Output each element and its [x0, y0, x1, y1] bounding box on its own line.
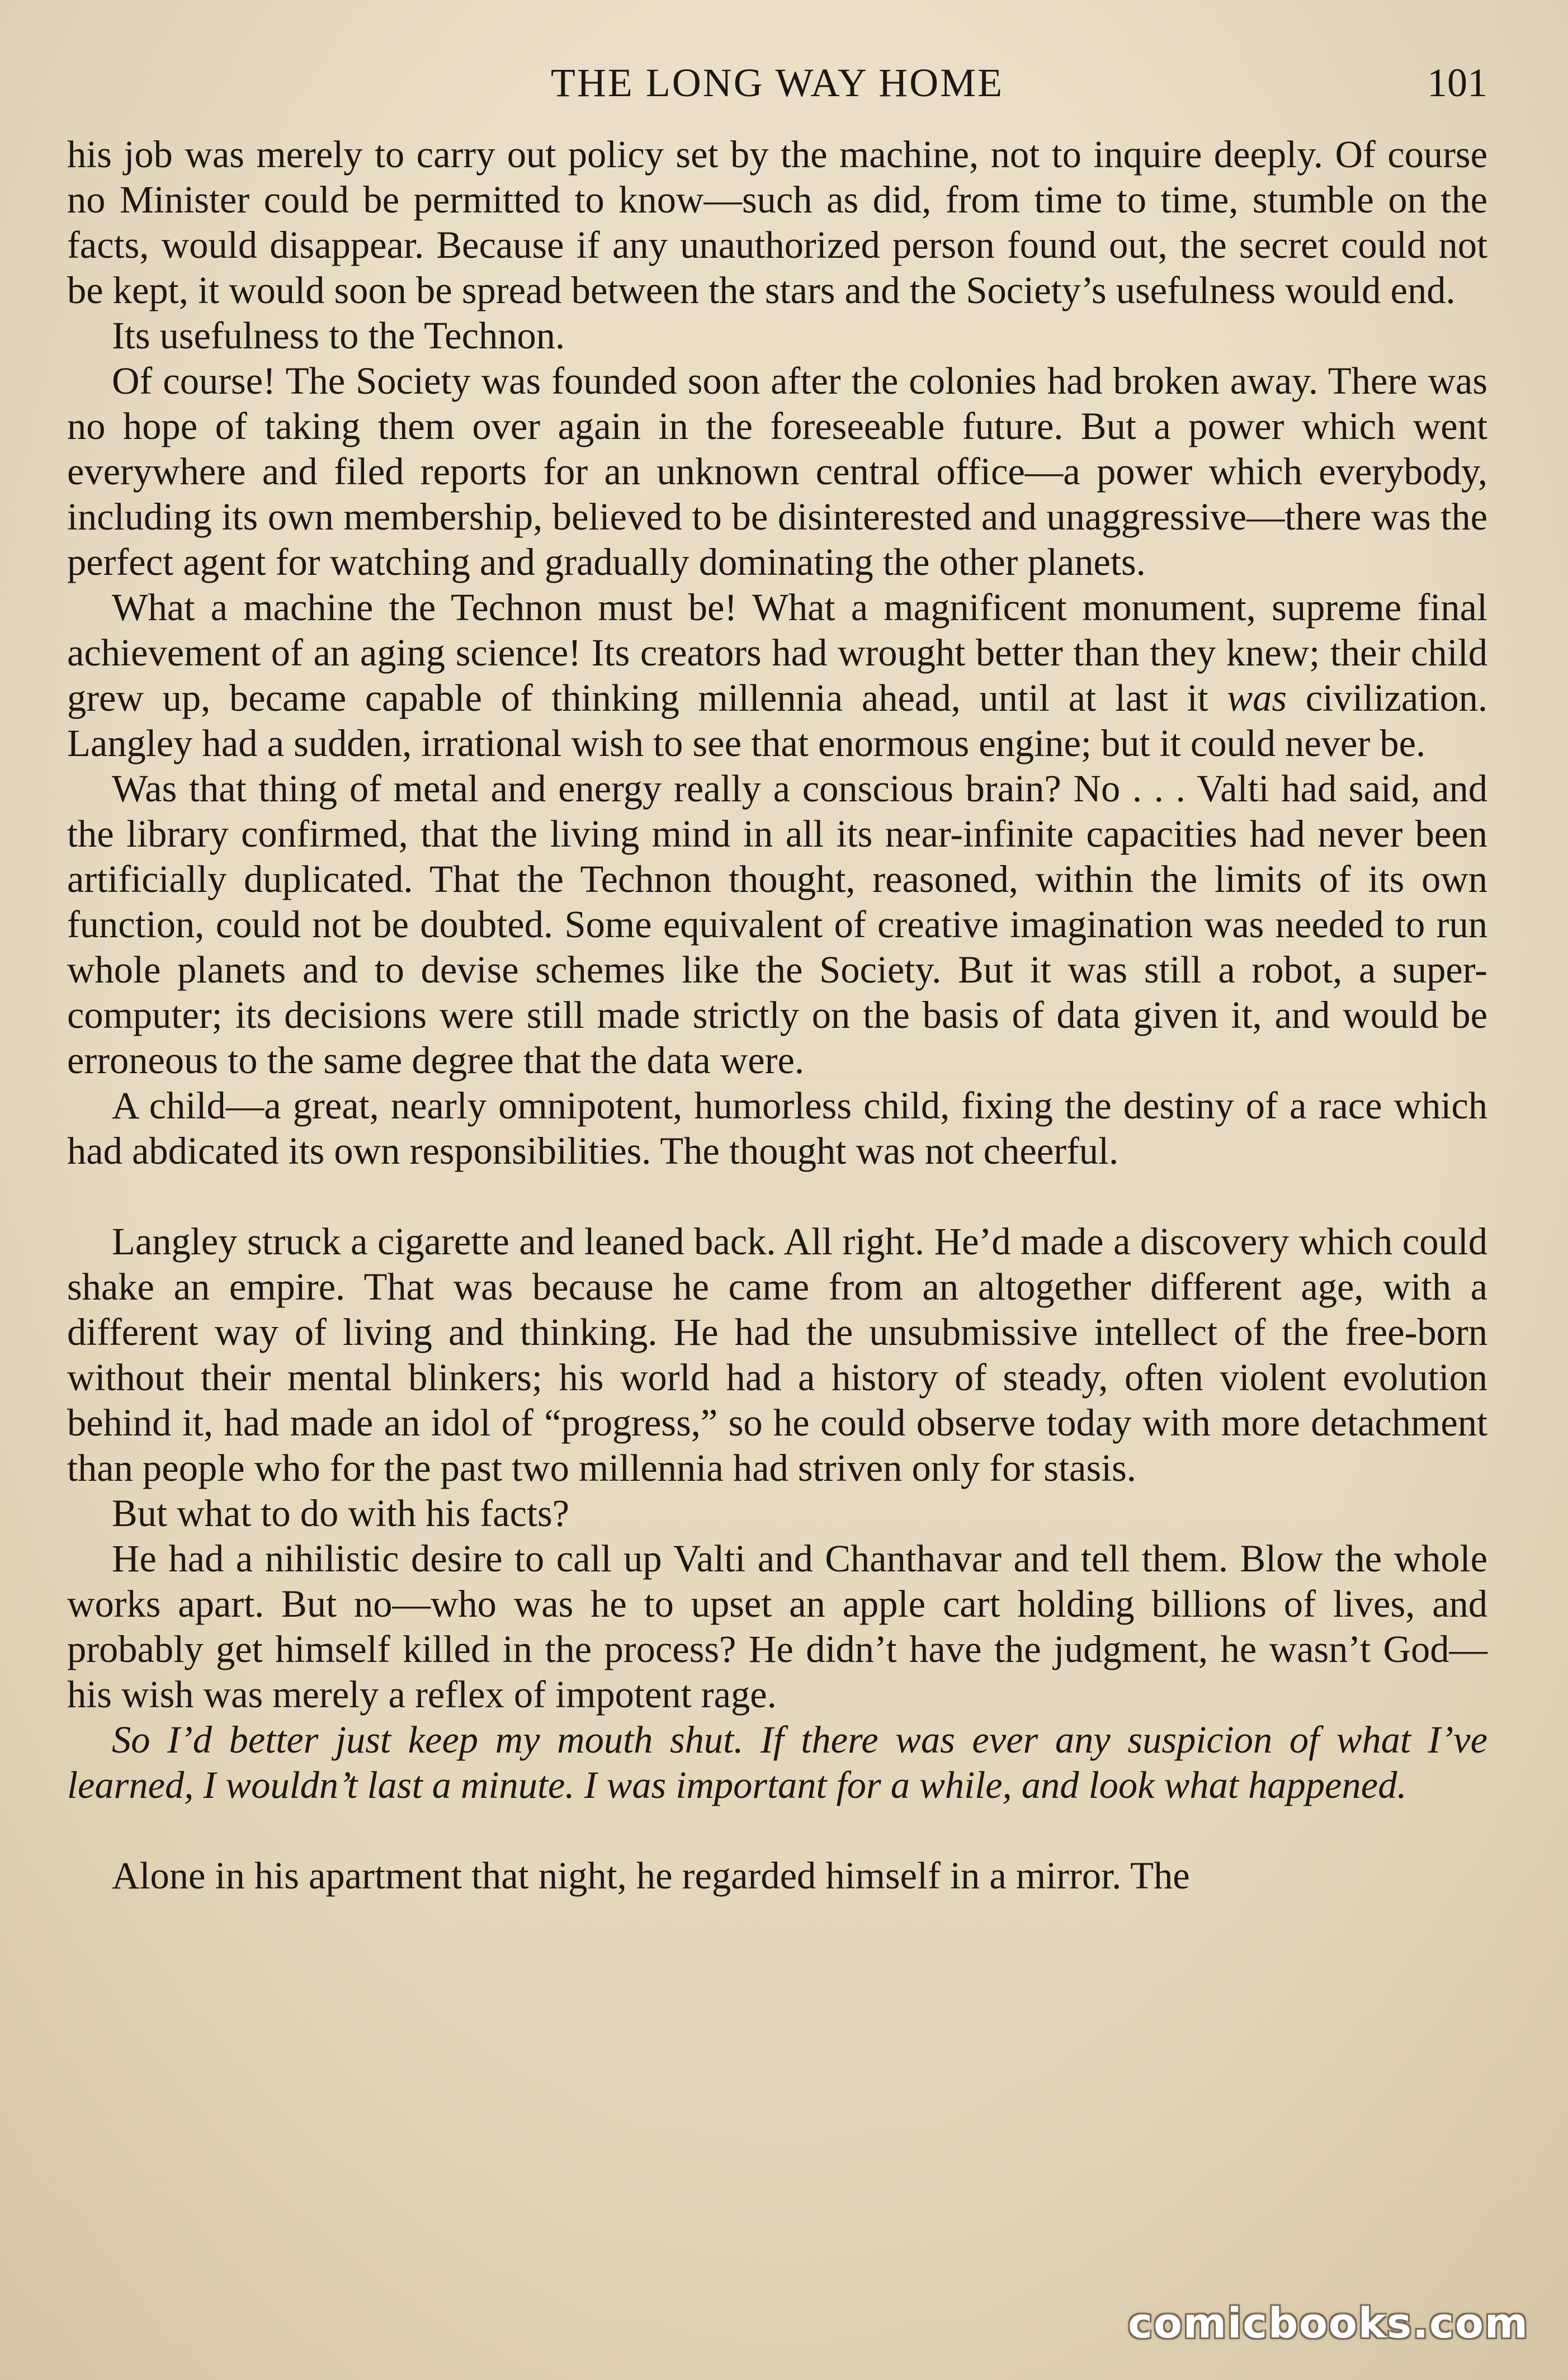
- page-number: 101: [1427, 60, 1487, 105]
- section-break: [67, 1808, 1487, 1853]
- paragraph: Alone in his apartment that night, he regarded himself in a mirror. The: [112, 1854, 1190, 1897]
- paragraph: [67, 585, 1487, 766]
- paragraph-text: civilization. Langley had a sudden, irrational wish to see that enormous engine; but it could never be.: [67, 677, 1487, 764]
- paragraph: He had a nihilistic desire to call up Valti and Chanthavar and tell them. Blow the whole works apart. But no—who was he to upset an apple cart holding billions of lives, and probably get himself killed in the process? He didn’t have the judgment, he wasn’t God—his wish was merely a reflex of impotent rage.: [67, 1537, 1487, 1716]
- paragraph: his job was merely to carry out policy set by the machine, not to inquire deeply. Of course no Minister could be permitted to know—such as did, from time to time, stumble on the facts, would disappear. Because if any unauthorized person found out, the secret could not be kept, it would soon be spread between the stars and the Society’s usefulness would end.: [67, 133, 1487, 311]
- section-break: [67, 1174, 1487, 1219]
- running-head: [67, 60, 1487, 105]
- paragraph: A child—a great, nearly omnipotent, humorless child, fixing the destiny of a race which had abdicated its own responsibilities. The thought was not cheerful.: [67, 1084, 1487, 1172]
- paragraph-text: What a machine the Technon must be! What a magnificent monument, supreme final achievement of an aging science! Its creators had wrought better than they knew; their child grew up, became capable of thinking millennia ahead, until at last it: [67, 586, 1487, 719]
- body-text: [67, 132, 1487, 1899]
- paragraph: Langley struck a cigarette and leaned back. All right. He’d made a discovery which could shake an empire. That was because he came from an altogether different age, with a different way of living and thinking. He had the unsubmissive intellect of the free-born without their mental blinkers; his world had a history of steady, often violent evolution behind it, had made an idol of “progress,” so he could observe today with more detachment than people who for the past two millennia had striven only for stasis.: [67, 1220, 1487, 1489]
- emphasis: was: [1227, 677, 1287, 719]
- running-title: THE LONG WAY HOME: [550, 60, 1004, 105]
- watermark: comicbooks.com: [1128, 2299, 1529, 2348]
- paragraph: Was that thing of metal and energy really a conscious brain? No . . . Valti had said, and the library confirmed, that the living mind in all its near-infinite capacities had never been artificially duplicated. That the Technon thought, reasoned, within the limits of its own function, could not be doubted. Some equivalent of creative imagination was needed to run whole planets and to devise schemes like the Society. But it was still a robot, a super-computer; its decisions were still made strictly on the basis of data given it, and would be erroneous to the same degree that the data were.: [67, 767, 1487, 1082]
- paragraph: Of course! The Society was founded soon after the colonies had broken away. There was no hope of taking them over again in the foreseeable future. But a power which went everywhere and filed reports for an unknown central office—a power which everybody, including its own membership, believed to be disinterested and unaggressive—there was the perfect agent for watching and gradually dominating the other planets.: [67, 360, 1487, 583]
- italic-paragraph: So I’d better just keep my mouth shut. If there was ever any suspicion of what I’ve learned, I wouldn’t last a minute. I was important for a while, and look what happened.: [67, 1718, 1487, 1806]
- paragraph: But what to do with his facts?: [112, 1492, 570, 1534]
- paragraph: Its usefulness to the Technon.: [112, 314, 565, 357]
